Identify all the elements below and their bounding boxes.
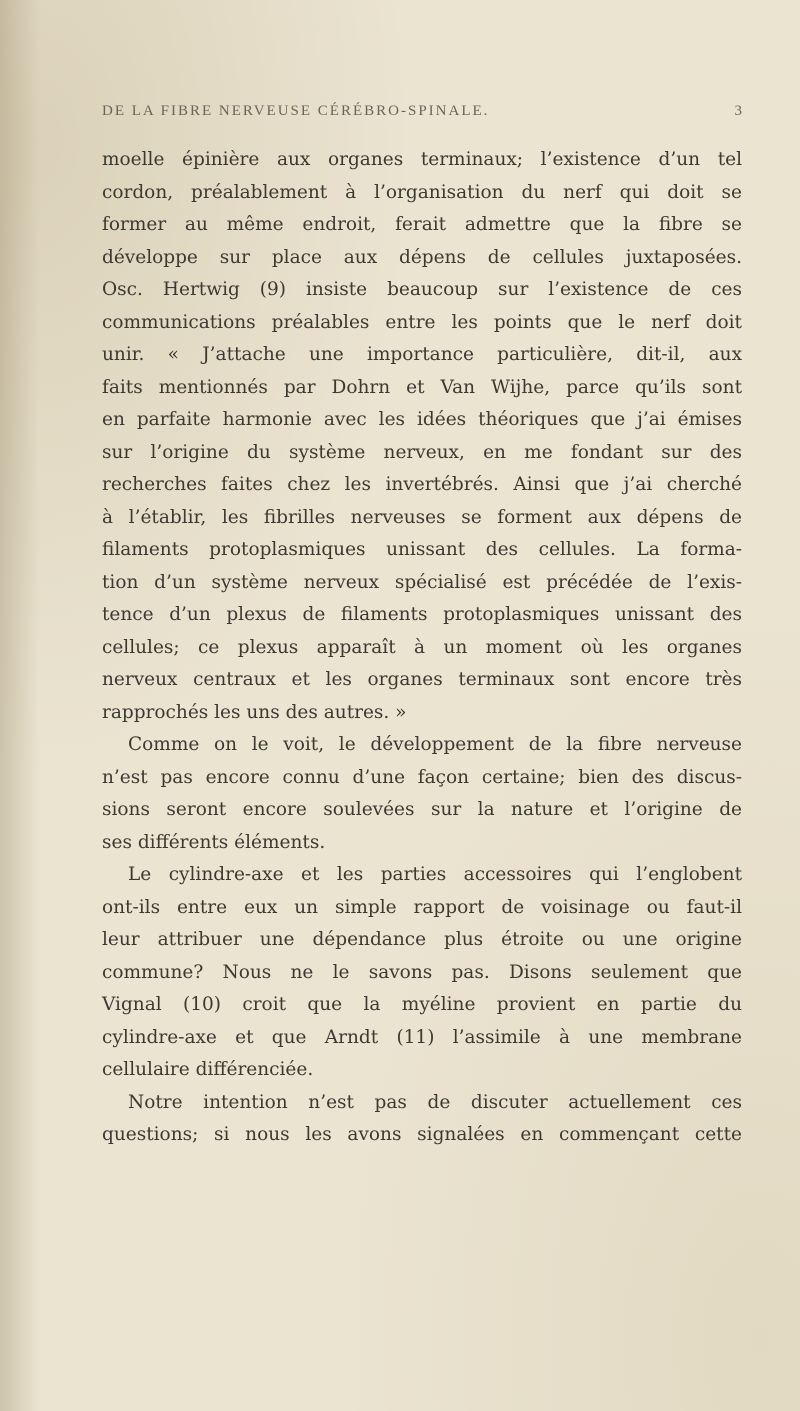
text-line: cellules; ce plexus apparaît à un moment où les organes bbox=[102, 636, 742, 658]
text-line: ses différents éléments. bbox=[102, 831, 326, 853]
text-line: commune? Nous ne le savons pas. Disons seulement que bbox=[102, 961, 742, 983]
running-head bbox=[102, 103, 742, 131]
text-line: former au même endroit, ferait admettre que la fibre se bbox=[102, 214, 742, 235]
text-line: Le cylindre-axe et les parties accessoires qui l’englobent bbox=[128, 864, 742, 885]
text-line: nerveux centraux et les organes terminaux sont encore très bbox=[102, 669, 742, 690]
text-line: sions seront encore soulevées sur la nature et l’origine de bbox=[102, 799, 742, 820]
text-line: tence d’un plexus de filaments protoplasmiques unissant des bbox=[102, 604, 742, 625]
text-line: cellulaire différenciée. bbox=[102, 1059, 314, 1080]
text-line: filaments protoplasmiques unissant des cellules. La forma- bbox=[102, 539, 742, 560]
text-line: en parfaite harmonie avec les idées théoriques que j’ai émises bbox=[102, 409, 742, 430]
text-line: cordon, préalablement à l’organisation du nerf qui doit se bbox=[102, 181, 742, 203]
body-text bbox=[102, 144, 742, 1152]
page-edge-shadow bbox=[0, 0, 40, 1411]
text-line: Osc. Hertwig (9) insiste beaucoup sur l’existence de ces bbox=[102, 279, 742, 300]
text-line: développe sur place aux dépens de cellules juxtaposées. bbox=[102, 246, 742, 268]
text-line: ont-ils entre eux un simple rapport de voisinage ou faut-il bbox=[102, 896, 742, 918]
text-line: recherches faites chez les invertébrés. Ainsi que j’ai cherché bbox=[102, 474, 742, 495]
text-line: tion d’un système nerveux spécialisé est précédée de l’exis- bbox=[102, 571, 742, 593]
text-line: Notre intention n’est pas de discuter actuellement ces bbox=[128, 1091, 742, 1113]
text-line: communications préalables entre les points que le nerf doit bbox=[102, 311, 742, 333]
text-line: sur l’origine du système nerveux, en me fondant sur des bbox=[102, 441, 742, 463]
page-number: 3 bbox=[734, 103, 742, 119]
text-line: Comme on le voit, le développement de la fibre nerveuse bbox=[128, 734, 742, 755]
running-title: DE LA FIBRE NERVEUSE CÉRÉBRO-SPINALE. bbox=[102, 103, 490, 119]
text-line: à l’établir, les fibrilles nerveuses se forment aux dépens de bbox=[102, 506, 742, 528]
text-line: leur attribuer une dépendance plus étroite ou une origine bbox=[102, 929, 742, 950]
text-line: cylindre-axe et que Arndt (11) l’assimile à une membrane bbox=[102, 1026, 742, 1048]
text-line: n’est pas encore connu d’une façon certaine; bien des discus- bbox=[102, 766, 742, 788]
text-line: unir. « J’attache une importance particulière, dit-il, aux bbox=[102, 344, 742, 365]
text-line: Vignal (10) croit que la myéline provient en partie du bbox=[102, 994, 742, 1015]
text-line: questions; si nous les avons signalées en commençant cette bbox=[102, 1124, 742, 1145]
text-line: faits mentionnés par Dohrn et Van Wijhe, parce qu’ils sont bbox=[102, 376, 742, 398]
text-line: moelle épinière aux organes terminaux; l’existence d’un tel bbox=[102, 149, 742, 170]
text-line: rapprochés les uns des autres. » bbox=[102, 701, 407, 723]
